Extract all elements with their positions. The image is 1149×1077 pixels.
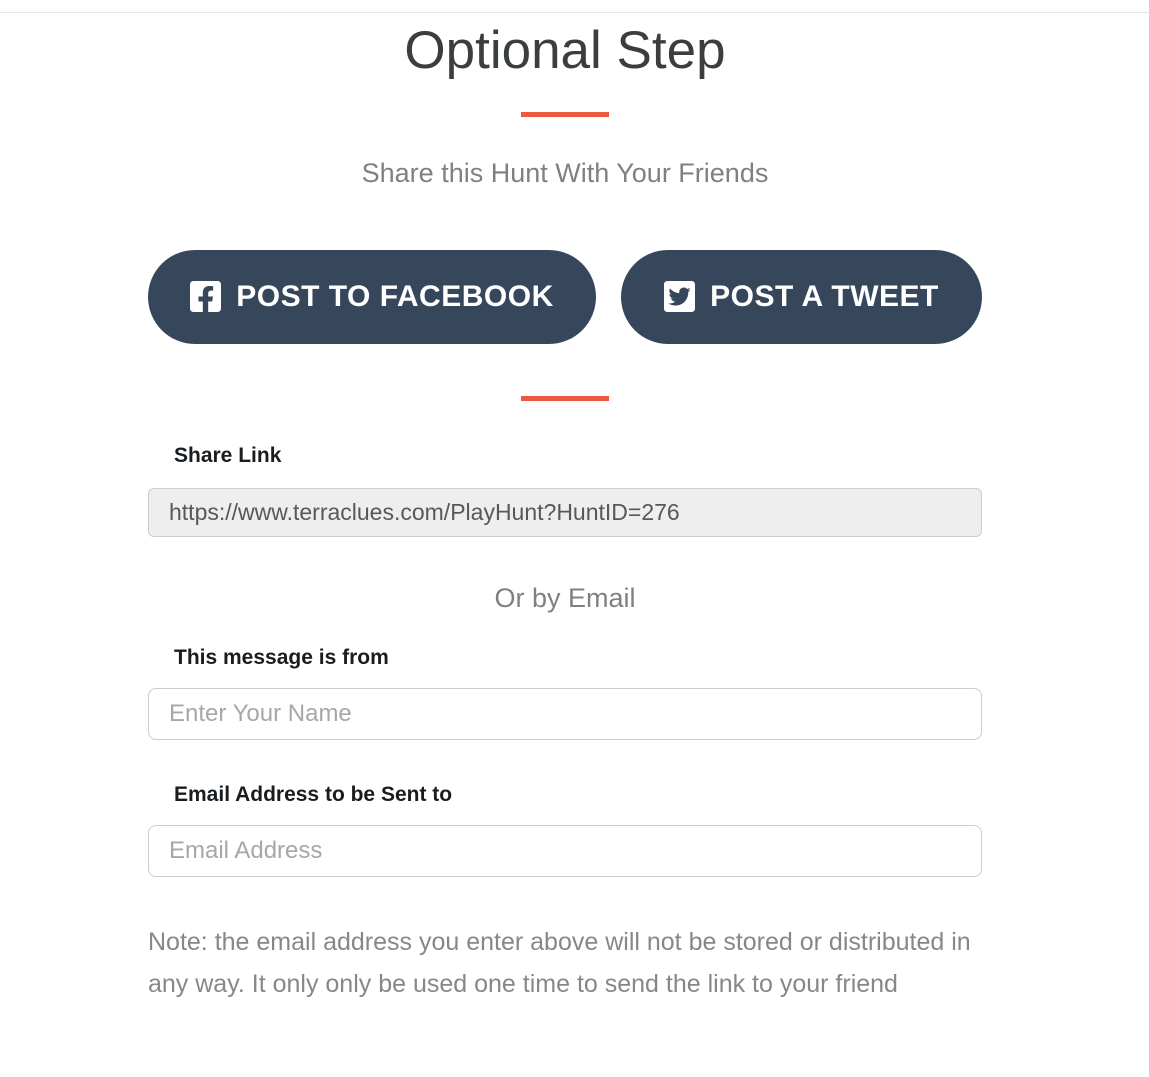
message-from-label: This message is from: [174, 645, 389, 669]
recipient-email-input[interactable]: [148, 825, 982, 877]
share-link-label: Share Link: [174, 443, 282, 467]
page-title: Optional Step: [404, 21, 726, 80]
accent-divider: [521, 112, 609, 117]
share-subtitle: Share this Hunt With Your Friends: [361, 157, 769, 188]
privacy-note: Note: the email address you enter above will not be stored or distributed in any way. It only only be used one time to send the link to your friend: [148, 927, 971, 998]
share-link-input[interactable]: [148, 488, 982, 537]
or-by-email-heading: Or by Email: [494, 582, 636, 613]
section-top-border: [0, 12, 1149, 13]
post-to-facebook-button[interactable]: [148, 250, 596, 344]
email-address-label: Email Address to be Sent to: [174, 782, 453, 806]
social-button-row: [148, 250, 982, 344]
sender-name-input[interactable]: [148, 688, 982, 740]
twitter-square-icon: [664, 281, 695, 312]
share-section: [148, 23, 982, 1005]
facebook-square-icon: [190, 281, 221, 312]
post-a-tweet-button[interactable]: [621, 250, 982, 344]
accent-divider: [521, 396, 609, 401]
post-a-tweet-label: POST A TWEET: [710, 279, 939, 313]
post-to-facebook-label: POST TO FACEBOOK: [236, 279, 554, 313]
